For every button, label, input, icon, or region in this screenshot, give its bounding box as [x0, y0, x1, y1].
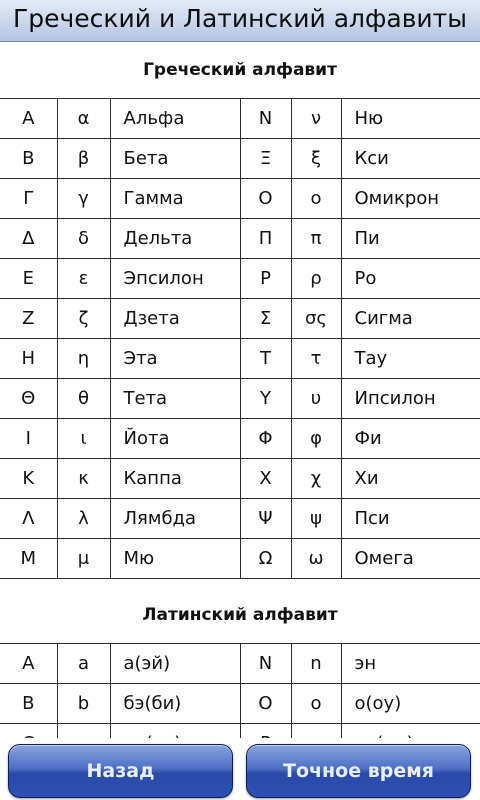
letter-name: Дзета: [110, 299, 240, 339]
lowercase-letter: ρ: [291, 259, 341, 299]
page-title: Греческий и Латинский алфавиты: [13, 4, 467, 33]
lowercase-letter: ε: [57, 259, 110, 299]
back-button[interactable]: Назад: [8, 744, 233, 798]
letter-name: Альфа: [110, 99, 240, 139]
letter-name: Бета: [110, 139, 240, 179]
lowercase-letter: η: [57, 339, 110, 379]
letter-name: Каппа: [110, 459, 240, 499]
letter-name: Йота: [110, 419, 240, 459]
latin-section-title: Латинский алфавит: [142, 605, 338, 625]
lowercase-letter: φ: [291, 419, 341, 459]
table-row: [0, 139, 480, 179]
uppercase-letter: Η: [0, 339, 57, 379]
greek-alphabet-table: [0, 98, 480, 579]
lowercase-letter: ψ: [291, 499, 341, 539]
letter-name: Гамма: [110, 179, 240, 219]
table-row: [0, 219, 480, 259]
lowercase-letter: ω: [291, 539, 341, 579]
letter-name: Сигма: [341, 299, 480, 339]
uppercase-letter: Ν: [240, 99, 291, 139]
lowercase-letter: δ: [57, 219, 110, 259]
table-row: [0, 684, 480, 724]
letter-name: бэ(би): [110, 684, 240, 724]
alphabet-scroll-area[interactable]: [0, 42, 480, 738]
letter-name: Хи: [341, 459, 480, 499]
letter-name: Мю: [110, 539, 240, 579]
uppercase-letter: Υ: [240, 379, 291, 419]
lowercase-letter: ξ: [291, 139, 341, 179]
letter-name: Дельта: [110, 219, 240, 259]
uppercase-letter: Ω: [240, 539, 291, 579]
uppercase-letter: Μ: [0, 539, 57, 579]
lowercase-letter: b: [57, 684, 110, 724]
table-row: [0, 179, 480, 219]
lowercase-letter: κ: [57, 459, 110, 499]
lowercase-letter: γ: [57, 179, 110, 219]
lowercase-letter: ο: [291, 179, 341, 219]
letter-name: о(оу): [341, 684, 480, 724]
uppercase-letter: Σ: [240, 299, 291, 339]
lowercase-letter: π: [291, 219, 341, 259]
table-row: [0, 99, 480, 139]
table-row: [0, 459, 480, 499]
uppercase-letter: N: [240, 644, 291, 684]
uppercase-letter: Ο: [240, 179, 291, 219]
uppercase-letter: A: [0, 644, 57, 684]
uppercase-letter: Ι: [0, 419, 57, 459]
uppercase-letter: Π: [240, 219, 291, 259]
uppercase-letter: Ξ: [240, 139, 291, 179]
letter-name: Пи: [341, 219, 480, 259]
letter-name: Фи: [341, 419, 480, 459]
uppercase-letter: Ζ: [0, 299, 57, 339]
lowercase-letter: β: [57, 139, 110, 179]
bottom-button-bar: [0, 738, 480, 800]
uppercase-letter: O: [240, 684, 291, 724]
uppercase-letter: Θ: [0, 379, 57, 419]
letter-name: Эпсилон: [110, 259, 240, 299]
lowercase-letter: υ: [291, 379, 341, 419]
lowercase-letter: θ: [57, 379, 110, 419]
greek-section-title: Греческий алфавит: [143, 60, 337, 80]
letter-name: Эта: [110, 339, 240, 379]
letter-name: Тета: [110, 379, 240, 419]
lowercase-letter: ι: [57, 419, 110, 459]
lowercase-letter: o: [291, 684, 341, 724]
table-row: [0, 419, 480, 459]
table-row: [0, 644, 480, 684]
letter-name: Пси: [341, 499, 480, 539]
uppercase-letter: Ε: [0, 259, 57, 299]
lowercase-letter: μ: [57, 539, 110, 579]
uppercase-letter: Α: [0, 99, 57, 139]
table-row: [0, 339, 480, 379]
uppercase-letter: B: [0, 684, 57, 724]
lowercase-letter: ν: [291, 99, 341, 139]
uppercase-letter: Φ: [240, 419, 291, 459]
uppercase-letter: Δ: [0, 219, 57, 259]
lowercase-letter: a: [57, 644, 110, 684]
uppercase-letter: Ψ: [240, 499, 291, 539]
lowercase-letter: α: [57, 99, 110, 139]
uppercase-letter: Χ: [240, 459, 291, 499]
uppercase-letter: Γ: [0, 179, 57, 219]
lowercase-letter: σς: [291, 299, 341, 339]
letter-name: Кси: [341, 139, 480, 179]
table-row: [0, 539, 480, 579]
lowercase-letter: χ: [291, 459, 341, 499]
letter-name: Ню: [341, 99, 480, 139]
letter-name: а(эй): [110, 644, 240, 684]
lowercase-letter: ζ: [57, 299, 110, 339]
lowercase-letter: λ: [57, 499, 110, 539]
letter-name: Тау: [341, 339, 480, 379]
letter-name: эн: [341, 644, 480, 684]
uppercase-letter: Κ: [0, 459, 57, 499]
uppercase-letter: Β: [0, 139, 57, 179]
letter-name: Ипсилон: [341, 379, 480, 419]
table-row: [0, 299, 480, 339]
table-row: [0, 259, 480, 299]
lowercase-letter: τ: [291, 339, 341, 379]
table-row: [0, 379, 480, 419]
lowercase-letter: n: [291, 644, 341, 684]
uppercase-letter: Ρ: [240, 259, 291, 299]
letter-name: Ро: [341, 259, 480, 299]
letter-name: Омега: [341, 539, 480, 579]
uppercase-letter: Τ: [240, 339, 291, 379]
title-bar: [0, 0, 480, 42]
letter-name: Омикрон: [341, 179, 480, 219]
letter-name: Лямбда: [110, 499, 240, 539]
uppercase-letter: Λ: [0, 499, 57, 539]
exact-time-button[interactable]: Точное время: [246, 744, 471, 798]
table-row: [0, 499, 480, 539]
